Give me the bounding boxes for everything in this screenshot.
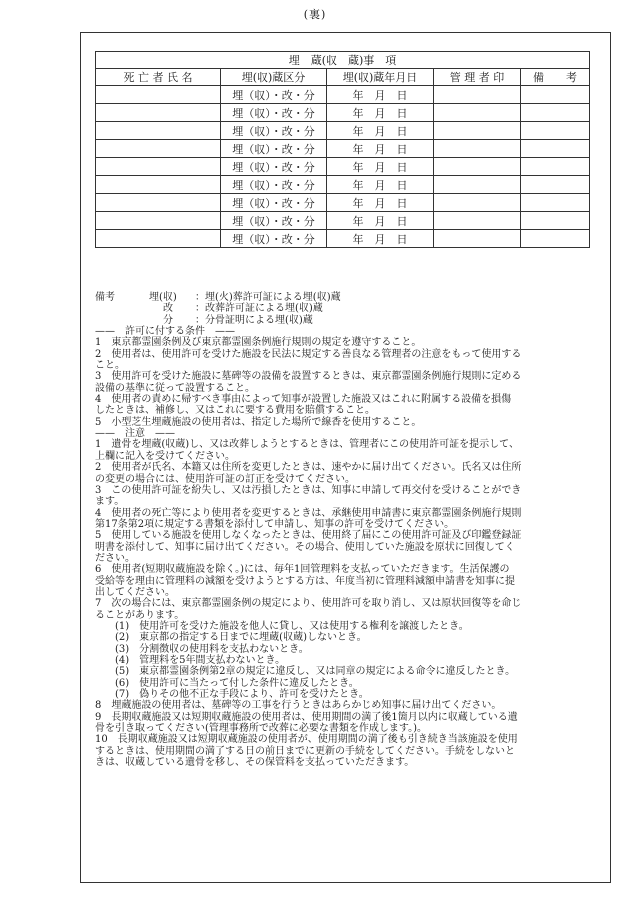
burial-division-cell-text: 埋（収）・改・分: [232, 178, 315, 192]
deceased-name-cell[interactable]: [96, 140, 221, 158]
deceased-name-cell[interactable]: [96, 230, 221, 248]
caution-line: ることがあります。: [95, 609, 185, 621]
header-burial-date: 埋(収)蔵年月日: [327, 69, 434, 86]
remarks-heading: 備考: [95, 292, 115, 303]
burial-division-cell-text: 埋（収）・改・分: [232, 232, 315, 246]
remarks-cell[interactable]: [521, 158, 590, 176]
manager-seal-cell[interactable]: [434, 176, 521, 194]
burial-division-cell-text: 埋（収）・改・分: [232, 142, 315, 156]
burial-date-cell-text: 年 月 日: [352, 142, 408, 156]
table-row: [96, 212, 590, 230]
deceased-name-cell[interactable]: [96, 194, 221, 212]
deceased-name-cell[interactable]: [96, 158, 221, 176]
table-row: [96, 176, 590, 194]
burial-record-table: [95, 51, 590, 248]
caution-line: 受給等を理由に管理料の減額を受けようとする方は、年度当初に管理料減額申請書を知事に提: [95, 575, 515, 587]
burial-date-cell-text: 年 月 日: [352, 160, 408, 174]
burial-division-cell: [221, 194, 327, 212]
caution-line: 4 使用者の死亡等により使用者を変更するときは、承継使用申請書に東京都霊園条例施行規則: [95, 507, 522, 519]
conditions-list: [95, 337, 605, 428]
manager-seal-cell[interactable]: [434, 86, 521, 104]
condition-line: こと。: [95, 360, 125, 372]
sub-item-line: (7) 偽りその他不正な手段により、許可を受けたとき。: [115, 689, 369, 701]
burial-division-cell: [221, 122, 327, 140]
manager-seal-cell[interactable]: [434, 122, 521, 140]
burial-date-cell: [327, 122, 434, 140]
cautions-tail-list: [95, 700, 605, 768]
sub-item-line: (5) 東京都霊園条例第2章の規定に違反し、又は同章の規定による命令に違反したとき。: [115, 666, 516, 678]
burial-division-cell: [221, 140, 327, 158]
burial-date-cell: [327, 140, 434, 158]
manager-seal-cell[interactable]: [434, 158, 521, 176]
burial-division-cell: [221, 86, 327, 104]
sub-item-line: (4) 管理料を5年間支払わないとき。: [115, 655, 286, 666]
condition-line: 2 使用者は、使用許可を受けた施設を民法に規定する善良なる管理者の注意をもって使用する: [95, 348, 522, 360]
burial-date-cell-text: 年 月 日: [352, 106, 408, 120]
deceased-name-cell[interactable]: [96, 176, 221, 194]
condition-line: 1 東京都霊園条例及び東京都霊園条例施行規則の規定を遵守すること。: [95, 337, 422, 349]
remarks-cell[interactable]: [521, 140, 590, 158]
burial-date-cell: [327, 230, 434, 248]
condition-line: したときは、補修し、又はこれに要する費用を賠償すること。: [95, 405, 375, 417]
remarks-cell[interactable]: [521, 212, 590, 230]
burial-date-cell-text: 年 月 日: [352, 178, 408, 192]
caution-line: 1 遺骨を埋蔵(収蔵)し、又は改葬しようとするときは、管理者にこの使用許可証を提示して、: [95, 439, 519, 451]
caution-line: 6 使用者(短期収蔵施設を除く。)には、毎年1回管理料を支払っていただきます。生活保護の: [95, 564, 510, 576]
remarks-cell[interactable]: [521, 230, 590, 248]
burial-division-cell: [221, 212, 327, 230]
manager-seal-cell[interactable]: [434, 230, 521, 248]
manager-seal-cell[interactable]: [434, 140, 521, 158]
deceased-name-cell[interactable]: [96, 122, 221, 140]
table-header-row: [96, 69, 590, 86]
conditions-heading: —— 許可に付する条件 ——: [95, 326, 235, 338]
table-row: [96, 122, 590, 140]
burial-date-cell: [327, 86, 434, 104]
sub-item-line: (1) 使用許可を受けた施設を他人に貸し、又は使用する権利を譲渡したとき。: [115, 620, 469, 632]
burial-date-cell: [327, 176, 434, 194]
cautions-list: [95, 439, 605, 621]
manager-seal-cell[interactable]: [434, 212, 521, 230]
manager-seal-cell[interactable]: [434, 194, 521, 212]
table-row: [96, 194, 590, 212]
remarks-cell[interactable]: [521, 104, 590, 122]
caution-line: 上欄に記入を受けてください。: [95, 450, 235, 462]
caution-line: 5 使用している施設を使用しなくなったときは、使用終了届にこの使用許可証及び印鑑登録証: [95, 530, 522, 542]
caution-line: 2 使用者が氏名、本籍又は住所を変更したときは、速やかに届け出てください。氏名又は住所: [95, 462, 522, 474]
burial-date-cell-text: 年 月 日: [352, 124, 408, 138]
burial-division-cell-text: 埋（収）・改・分: [232, 88, 315, 102]
burial-date-cell-text: 年 月 日: [352, 232, 408, 246]
caution-line: ださい。: [95, 552, 135, 564]
remarks-legend-item: 埋(収) ：埋(火)葬許可証による埋(収)蔵: [149, 292, 341, 303]
remarks-cell[interactable]: [521, 176, 590, 194]
caution-line: するときは、使用期間の満了する日の前日までに更新の手続をしてください。手続をしないと: [95, 745, 515, 757]
burial-date-cell: [327, 104, 434, 122]
remarks-legend-item: 分 ：分骨証明による埋(収)蔵: [163, 314, 313, 326]
burial-division-cell: [221, 104, 327, 122]
caution-line: 出してください。: [95, 586, 175, 598]
caution-line: 第17条第2項に規定する書類を添付して申請し、知事の許可を受けてください。: [95, 518, 455, 530]
page-side-label: (裏): [303, 8, 327, 21]
table-row: [96, 104, 590, 122]
caution-heading: —— 注意 ——: [95, 428, 175, 440]
caution-line: 7 次の場合には、東京都霊園条例の規定により、使用許可を取り消し、又は原状回復等を命じ: [95, 598, 522, 610]
burial-date-cell-text: 年 月 日: [352, 88, 408, 102]
burial-division-cell-text: 埋（収）・改・分: [232, 214, 315, 228]
burial-division-cell-text: 埋（収）・改・分: [232, 124, 315, 138]
burial-division-cell: [221, 176, 327, 194]
sub-item-line: (6) 使用許可に当たって付した条件に違反したとき。: [115, 677, 359, 689]
table-body: [96, 86, 590, 248]
burial-division-cell: [221, 158, 327, 176]
remarks-cell[interactable]: [521, 194, 590, 212]
burial-date-cell: [327, 194, 434, 212]
caution-line: きは、収蔵している遺骨を移し、その保管料を支払っていただきます。: [95, 757, 415, 769]
burial-division-cell-text: 埋（収）・改・分: [232, 106, 315, 120]
remarks-cell[interactable]: [521, 122, 590, 140]
burial-division-cell: [221, 230, 327, 248]
remarks-cell[interactable]: [521, 86, 590, 104]
header-deceased-name: 死 亡 者 氏 名: [96, 69, 221, 86]
caution-line: の変更の場合には、使用許可証の訂正を受けてください。: [95, 473, 355, 485]
condition-line: 5 小型芝生埋蔵施設の使用者は、指定した場所で線香を使用すること。: [95, 416, 422, 428]
caution-line: 明書を添付して、知事に届け出てください。その場合、使用していた施設を原状に回復してく: [95, 541, 515, 553]
manager-seal-cell[interactable]: [434, 104, 521, 122]
caution-line: 10 長期収蔵施設又は短期収蔵施設の使用者が、使用期間の満了後も引き続き当該施設を使用: [95, 734, 518, 746]
burial-date-cell-text: 年 月 日: [352, 196, 408, 210]
table-title: 埋 蔵(収 蔵)事 項: [96, 52, 590, 69]
caution-line: 骨を引き取ってください(管理事務所で改葬に必要な書類を作成します。)。: [95, 723, 428, 735]
burial-division-cell-text: 埋（収）・改・分: [232, 196, 315, 210]
burial-date-cell-text: 年 月 日: [352, 214, 408, 228]
table-row: [96, 86, 590, 104]
deceased-name-cell[interactable]: [96, 86, 221, 104]
table-row: [96, 230, 590, 248]
remarks-legend-item: 改 ：改葬許可証による埋(収)蔵: [163, 303, 323, 315]
burial-date-cell: [327, 158, 434, 176]
caution-line: ます。: [95, 496, 125, 508]
caution-line: 9 長期収蔵施設又は短期収蔵施設の使用者は、使用期間の満了後1箇月以内に収蔵している遺: [95, 711, 518, 723]
header-manager-seal: 管 理 者 印: [434, 69, 521, 86]
deceased-name-cell[interactable]: [96, 104, 221, 122]
table-row: [96, 158, 590, 176]
condition-line: 4 使用者の責めに帰すべき事由によって知事が設置した施設又はこれに附属する設備を損傷: [95, 394, 512, 406]
caution-line: 8 埋蔵施設の使用者は、墓碑等の工事を行うときはあらかじめ知事に届け出てください。: [95, 700, 502, 712]
notes-section: [95, 292, 605, 768]
header-burial-division: 埋(収)蔵区分: [221, 69, 327, 86]
permit-back-frame: [80, 32, 611, 883]
table-row: [96, 140, 590, 158]
header-remarks: 備 考: [521, 69, 590, 86]
condition-line: 3 使用許可を受けた施設に墓碑等の設備を設置するときは、東京都霊園条例施行規則に定める: [95, 371, 522, 383]
burial-date-cell: [327, 212, 434, 230]
sub-item-line: (3) 分割徴収の使用料を支払わないとき。: [115, 643, 309, 655]
revocation-sub-items: [95, 621, 605, 700]
caution-line: 3 この使用許可証を紛失し、又は汚損したときは、知事に申請して再交付を受けることができ: [95, 484, 522, 496]
deceased-name-cell[interactable]: [96, 212, 221, 230]
sub-item-line: (2) 東京都の指定する日までに埋蔵(収蔵)しないとき。: [115, 632, 367, 644]
condition-line: 設備の基準に従って設置すること。: [95, 382, 255, 394]
remarks-legend-list: [149, 292, 341, 326]
remarks-legend: [95, 292, 605, 326]
burial-division-cell-text: 埋（収）・改・分: [232, 160, 315, 174]
